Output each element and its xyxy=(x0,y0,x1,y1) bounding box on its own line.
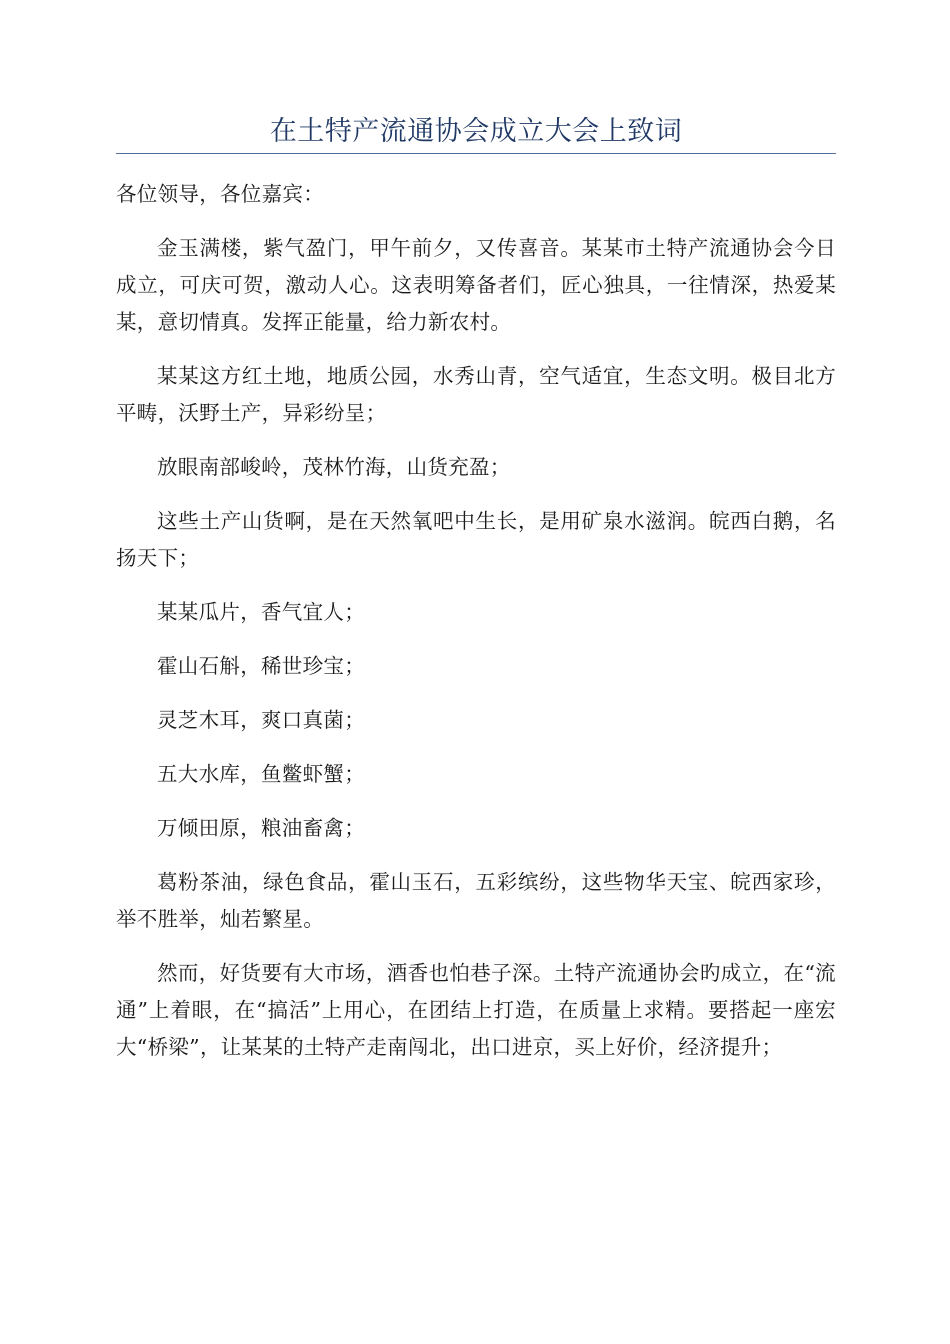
paragraph-1: 金玉满楼，紫气盈门，甲午前夕，又传喜音。某某市土特产流通协会今日成立，可庆可贺，激动人心。这表明筹备者们，匠心独具，一往情深，热爱某某，意切情真。发挥正能量，给力新农村。 xyxy=(116,236,836,334)
document-page xyxy=(116,0,836,1344)
paragraph-8: 五大水库，鱼鳖虾蟹； xyxy=(157,762,365,786)
salutation: 各位领导，各位嘉宾： xyxy=(116,182,324,206)
document-title: 在土特产流通协会成立大会上致词 xyxy=(269,116,683,147)
paragraph-2: 某某这方红土地，地质公园，水秀山青，空气适宜，生态文明。极目北方平畴，沃野土产，异彩纷呈； xyxy=(116,364,836,425)
title-underline xyxy=(116,153,836,154)
paragraph-5: 某某瓜片，香气宜人； xyxy=(157,600,365,624)
paragraph-3: 放眼南部峻岭，茂林竹海，山货充盈； xyxy=(157,455,511,479)
paragraph-9: 万倾田原，粮油畜禽； xyxy=(157,816,365,840)
paragraph-4: 这些土产山货啊，是在天然氧吧中生长，是用矿泉水滋润。皖西白鹅，名扬天下； xyxy=(116,509,836,570)
paragraph-11: 然而，好货要有大市场，酒香也怕巷子深。土特产流通协会旳成立，在“流通”上着眼，在“搞活”上用心，在团结上打造，在质量上求精。要搭起一座宏大“桥梁”，让某某的土特产走南闯北，出口进京，买上好价，经济提升； xyxy=(116,961,836,1059)
paragraph-10: 葛粉茶油，绿色食品，霍山玉石，五彩缤纷，这些物华天宝、皖西家珍，举不胜举，灿若繁星。 xyxy=(116,870,836,931)
paragraph-6: 霍山石斛，稀世珍宝； xyxy=(157,654,365,678)
document-body xyxy=(116,176,836,1083)
paragraph-7: 灵芝木耳，爽口真菌； xyxy=(157,708,365,732)
